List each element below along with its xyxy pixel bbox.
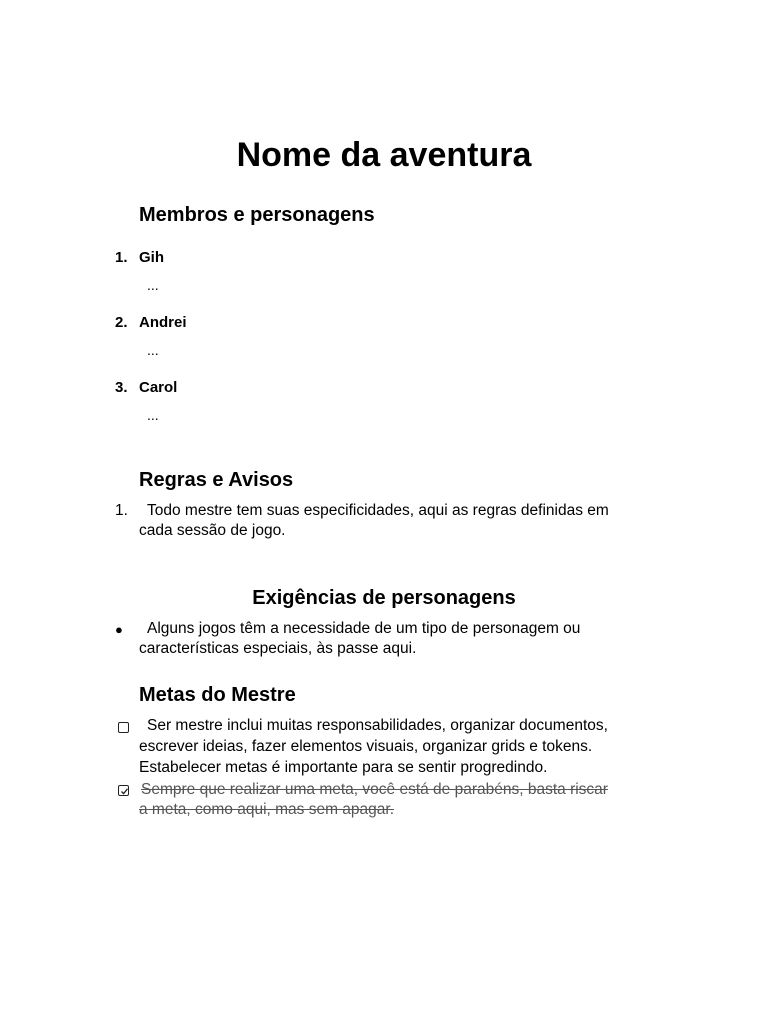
goal-checkbox-unchecked[interactable] bbox=[118, 722, 129, 733]
member-name: Gih bbox=[139, 249, 164, 266]
checkmark-icon bbox=[120, 787, 129, 796]
goal-checkbox-checked[interactable] bbox=[118, 785, 129, 796]
requirement-text-line: características especiais, às passe aqui. bbox=[139, 640, 417, 657]
goals-heading: Metas do Mestre bbox=[139, 684, 296, 706]
document-title: Nome da aventura bbox=[236, 136, 532, 174]
goal-text-line: Estabelecer metas é importante para se sentir progredindo. bbox=[139, 759, 548, 776]
member-name: Andrei bbox=[139, 314, 187, 331]
rules-heading: Regras e Avisos bbox=[139, 469, 294, 491]
member-note: ... bbox=[147, 407, 159, 423]
rule-text-line: cada sessão de jogo. bbox=[139, 522, 286, 539]
member-note: ... bbox=[147, 342, 159, 358]
goal-text-line: Ser mestre inclui muitas responsabilidades, organizar documentos, bbox=[147, 717, 608, 734]
member-number: 1. bbox=[115, 249, 128, 266]
member-name: Carol bbox=[139, 379, 178, 396]
members-heading: Membros e personagens bbox=[139, 204, 375, 226]
goal-text-line-completed: Sempre que realizar uma meta, você está de parabéns, basta riscar bbox=[141, 781, 608, 798]
member-note: ... bbox=[147, 277, 159, 293]
rule-number: 1. bbox=[115, 502, 128, 519]
requirement-text-line: Alguns jogos têm a necessidade de um tipo de personagem ou bbox=[147, 620, 581, 637]
member-number: 3. bbox=[115, 379, 128, 396]
requirements-heading: Exigências de personagens bbox=[252, 587, 516, 609]
bullet-icon: ● bbox=[115, 622, 123, 637]
member-number: 2. bbox=[115, 314, 128, 331]
goal-text-line-completed: a meta, como aqui, mas sem apagar. bbox=[139, 801, 395, 818]
rule-text-line: Todo mestre tem suas especificidades, aqui as regras definidas em bbox=[147, 502, 609, 519]
goal-text-line: escrever ideias, fazer elementos visuais, organizar grids e tokens. bbox=[139, 738, 593, 755]
